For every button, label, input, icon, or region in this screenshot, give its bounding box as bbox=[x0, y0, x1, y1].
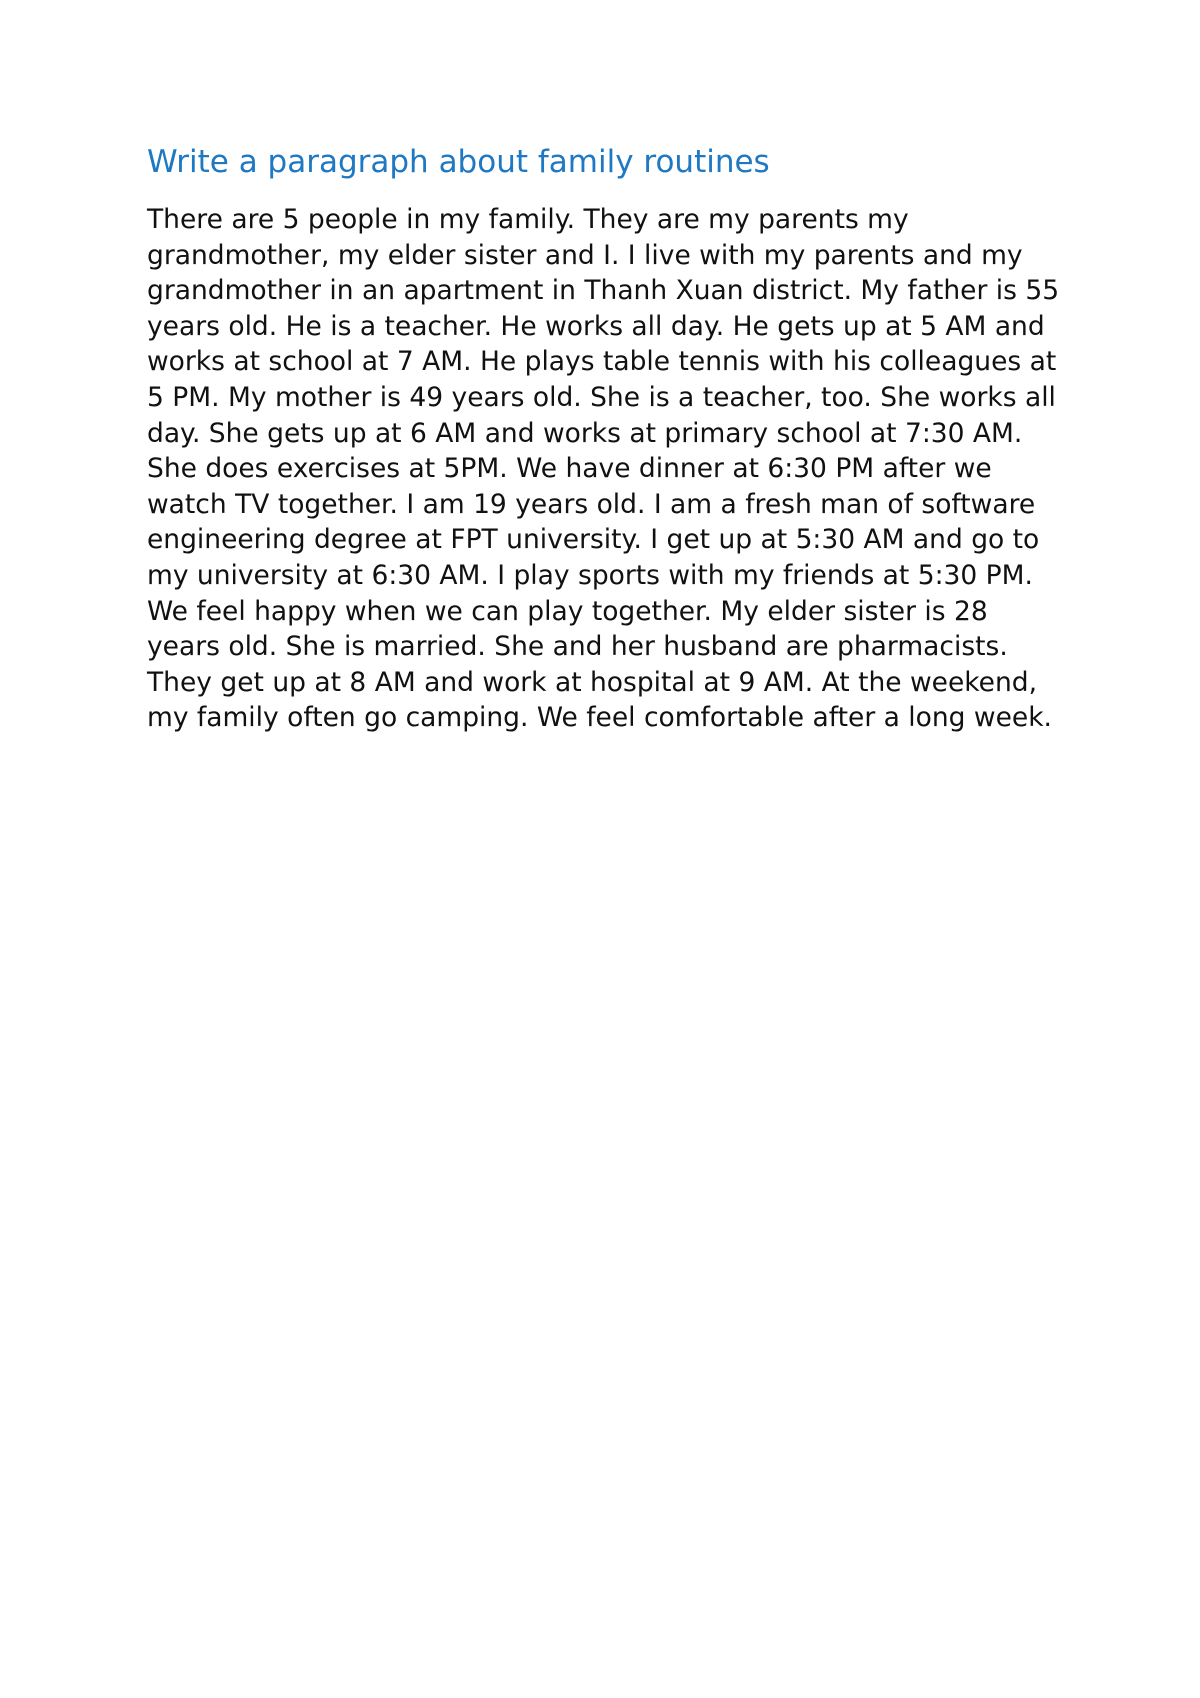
document-title: Write a paragraph about family routines bbox=[147, 144, 770, 180]
body-paragraph: There are 5 people in my family. They are my parents my grandmother, my elder sister and I. I live with my parents and my grandmother in an apartment in Thanh Xuan district. My father is 55 years old. He is a teacher. He works all day. He gets up at 5 AM and works at school at 7 AM. He plays table tennis with his colleagues at 5 PM. My mother is 49 years old. She is a teacher, too. She works all day. She gets up at 6 AM and works at primary school at 7:30 AM. She does exercises at 5PM. We have dinner at 6:30 PM after we watch TV together. I am 19 years old. I am a fresh man of software engineering degree at FPT university. I get up at 5:30 AM and go to my university at 6:30 AM. I play sports with my friends at 5:30 PM. We feel happy when we can play together. My elder sister is 28 years old. She is married. She and her husband are pharmacists. They get up at 8 AM and work at hospital at 9 AM. At the weekend, my family often go camping. We feel comfortable after a long week. bbox=[147, 204, 1060, 734]
document-content bbox=[147, 140, 1067, 736]
